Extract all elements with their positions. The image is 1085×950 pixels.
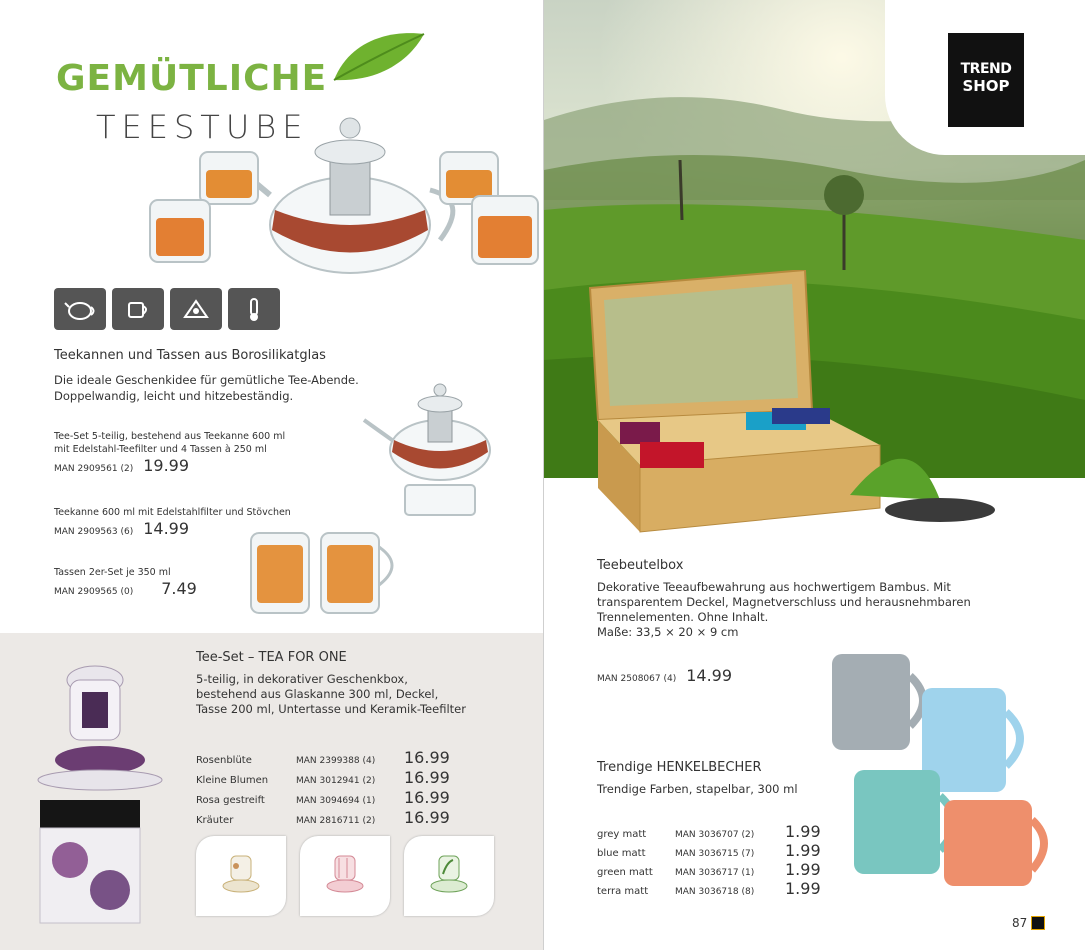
tea-leaf-icon — [330, 30, 426, 86]
trend-shop-logo: TREND SHOP — [948, 33, 1024, 127]
temperature-icon — [228, 288, 280, 330]
mugs-image — [820, 650, 1060, 890]
feature-icons — [54, 288, 280, 330]
pot-price: 14.99 — [143, 519, 190, 538]
thumbnail-kraeuter — [404, 836, 494, 916]
mug-variant-row: terra matt MAN 3036718 (8) 1.99 — [597, 879, 821, 898]
variant-row: Rosa gestreift MAN 3094694 (1) 16.99 — [196, 788, 450, 807]
teapot-capacity-icon — [54, 288, 106, 330]
thumbnail-rosa-gestreift — [300, 836, 390, 916]
variant-thumbnails — [196, 836, 494, 916]
teabox-article: MAN 2508067 (4) 14.99 — [597, 666, 733, 685]
mugs-heading: Trendige HENKELBECHER — [597, 760, 762, 775]
cups-product: Tassen 2er-Set je 350 ml MAN 2909565 (0) 7.49 — [54, 567, 197, 598]
teabox-heading: Teebeutelbox — [597, 558, 684, 573]
mug-variant-row: green matt MAN 3036717 (1) 1.99 — [597, 860, 821, 879]
bamboo-teabox-image — [580, 270, 1000, 540]
cups-article: MAN 2909565 (0) — [54, 587, 134, 597]
page-number: 87 — [1012, 916, 1045, 930]
mug-variant-row: grey matt MAN 3036707 (2) 1.99 — [597, 822, 821, 841]
title-line2: TEESTUBE — [96, 108, 309, 146]
cups-price: 7.49 — [161, 579, 197, 598]
mug-variant-row: blue matt MAN 3036715 (7) 1.99 — [597, 841, 821, 860]
variant-row: Kräuter MAN 2816711 (2) 16.99 — [196, 808, 450, 827]
variant-row: Kleine Blumen MAN 3012941 (2) 16.99 — [196, 768, 450, 787]
glass-teapot-set-image — [140, 100, 560, 280]
dishwasher-icon — [170, 288, 222, 330]
pot-product: Teekanne 600 ml mit Edelstahlfilter und Stövchen MAN 2909563 (6) 14.99 — [54, 507, 291, 538]
set-article: MAN 2909561 (2) — [54, 464, 134, 474]
teabox-price: 14.99 — [686, 666, 733, 685]
set-price: 19.99 — [143, 456, 190, 475]
variant-row: Rosenblüte MAN 2399388 (4) 16.99 — [196, 748, 450, 767]
thumbnail-kleine-blumen — [196, 836, 286, 916]
title-line1: GEMÜTLICHE — [56, 58, 328, 99]
teapot-heading: Teekannen und Tassen aus Borosilikatglas — [54, 348, 326, 363]
tea-for-one-description: 5-teilig, in dekorativer Geschenkbox, bestehend aus Glaskanne 300 ml, Deckel, Tasse 200 ml, Untertasse und Keramik-Teefilter — [196, 672, 466, 716]
tea-for-one-image — [30, 650, 190, 930]
cup-icon — [112, 288, 164, 330]
mugs-description: Trendige Farben, stapelbar, 300 ml — [597, 782, 798, 796]
tea-for-one-heading: Tee-Set – TEA FOR ONE — [196, 650, 347, 665]
teapot-with-warmer-image — [350, 380, 530, 520]
shop-icon — [1031, 916, 1045, 930]
double-wall-glasses-image — [245, 525, 415, 620]
teabox-description: Dekorative Teeaufbewahrung aus hochwertigem Bambus. Mit transparentem Deckel, Magnetverschluss und herausnehmbaren Trennelementen. Ohne Inhalt. Maße: 33,5 × 20 × 9 cm — [597, 580, 971, 639]
pot-article: MAN 2909563 (6) — [54, 527, 134, 537]
set-product: Tee-Set 5-teilig, bestehend aus Teekanne 600 ml mit Edelstahl-Teefilter und 4 Tassen à 250 ml MAN 2909561 (2) 19.99 — [54, 431, 286, 475]
teapot-description: Die ideale Geschenkidee für gemütliche Tee-Abende. Doppelwandig, leicht und hitzebeständig. — [54, 373, 359, 403]
